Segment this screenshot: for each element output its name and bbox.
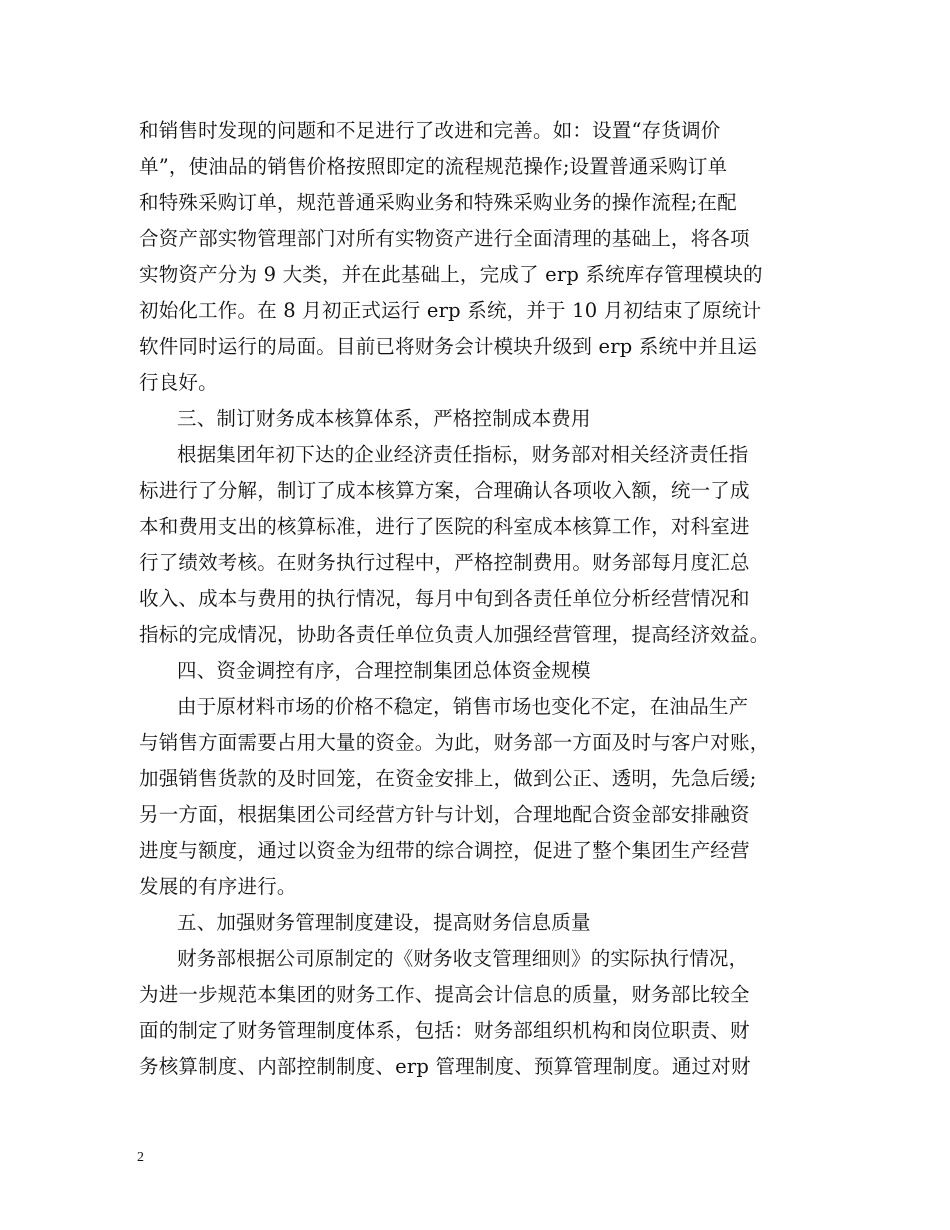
text-line: 初始化工作。在 8 月初正式运行 erp 系统，并于 10 月初结束了原统计 (139, 299, 762, 322)
text-line: 单”，使油品的销售价格按照即定的流程规范操作;设置普通采购订单 (139, 155, 728, 178)
text-line: 进度与额度，通过以资金为纽带的综合调控，促进了整个集团生产经营 (139, 839, 750, 862)
page-number: 2 (137, 1150, 144, 1165)
text-line: 务核算制度、内部控制制度、erp 管理制度、预算管理制度。通过对财 (139, 1055, 751, 1078)
text-line: 实物资产分为 9 大类，并在此基础上，完成了 erp 系统库存管理模块的 (139, 263, 763, 286)
text-line: 由于原材料市场的价格不稳定，销售市场也变化不定，在油品生产 (177, 695, 749, 718)
section-heading: 三、制订财务成本核算体系，严格控制成本费用 (177, 407, 591, 430)
text-line: 面的制定了财务管理制度体系，包括：财务部组织机构和岗位职责、财 (139, 1019, 750, 1042)
section-heading: 四、资金调控有序，合理控制集团总体资金规模 (177, 659, 591, 682)
text-line: 指标的完成情况，协助各责任单位负责人加强经营管理，提高经济效益。 (139, 623, 770, 646)
text-line: 收入、成本与费用的执行情况，每月中旬到各责任单位分析经营情况和 (139, 587, 750, 610)
text-line: 另一方面，根据集团公司经营方针与计划，合理地配合资金部安排融资 (139, 803, 750, 826)
text-line: 本和费用支出的核算标准，进行了医院的科室成本核算工作，对科室进 (139, 515, 750, 538)
text-line: 行了绩效考核。在财务执行过程中，严格控制费用。财务部每月度汇总 (139, 551, 750, 574)
text-line: 为进一步规范本集团的财务工作、提高会计信息的质量，财务部比较全 (139, 983, 750, 1006)
text-line: 和销售时发现的问题和不足进行了改进和完善。如：设置“存货调价 (139, 119, 721, 142)
text-line: 标进行了分解，制订了成本核算方案，合理确认各项收入额，统一了成 (139, 479, 750, 502)
text-line: 加强销售货款的及时回笼，在资金安排上，做到公正、透明，先急后缓; (139, 767, 757, 790)
text-line: 合资产部实物管理部门对所有实物资产进行全面清理的基础上，将各项 (139, 227, 750, 250)
text-line: 与销售方面需要占用大量的资金。为此，财务部一方面及时与客户对账， (139, 731, 770, 754)
text-line: 发展的有序进行。 (139, 875, 297, 898)
section-heading: 五、加强财务管理制度建设，提高财务信息质量 (177, 911, 591, 934)
text-line: 根据集团年初下达的企业经济责任指标，财务部对相关经济责任指 (177, 443, 749, 466)
text-line: 和特殊采购订单，规范普通采购业务和特殊采购业务的操作流程;在配 (139, 191, 737, 214)
text-line: 财务部根据公司原制定的《财务收支管理细则》的实际执行情况， (177, 947, 749, 970)
text-line: 行良好。 (139, 371, 218, 394)
text-line: 软件同时运行的局面。目前已将财务会计模块升级到 erp 系统中并且运 (139, 335, 758, 358)
